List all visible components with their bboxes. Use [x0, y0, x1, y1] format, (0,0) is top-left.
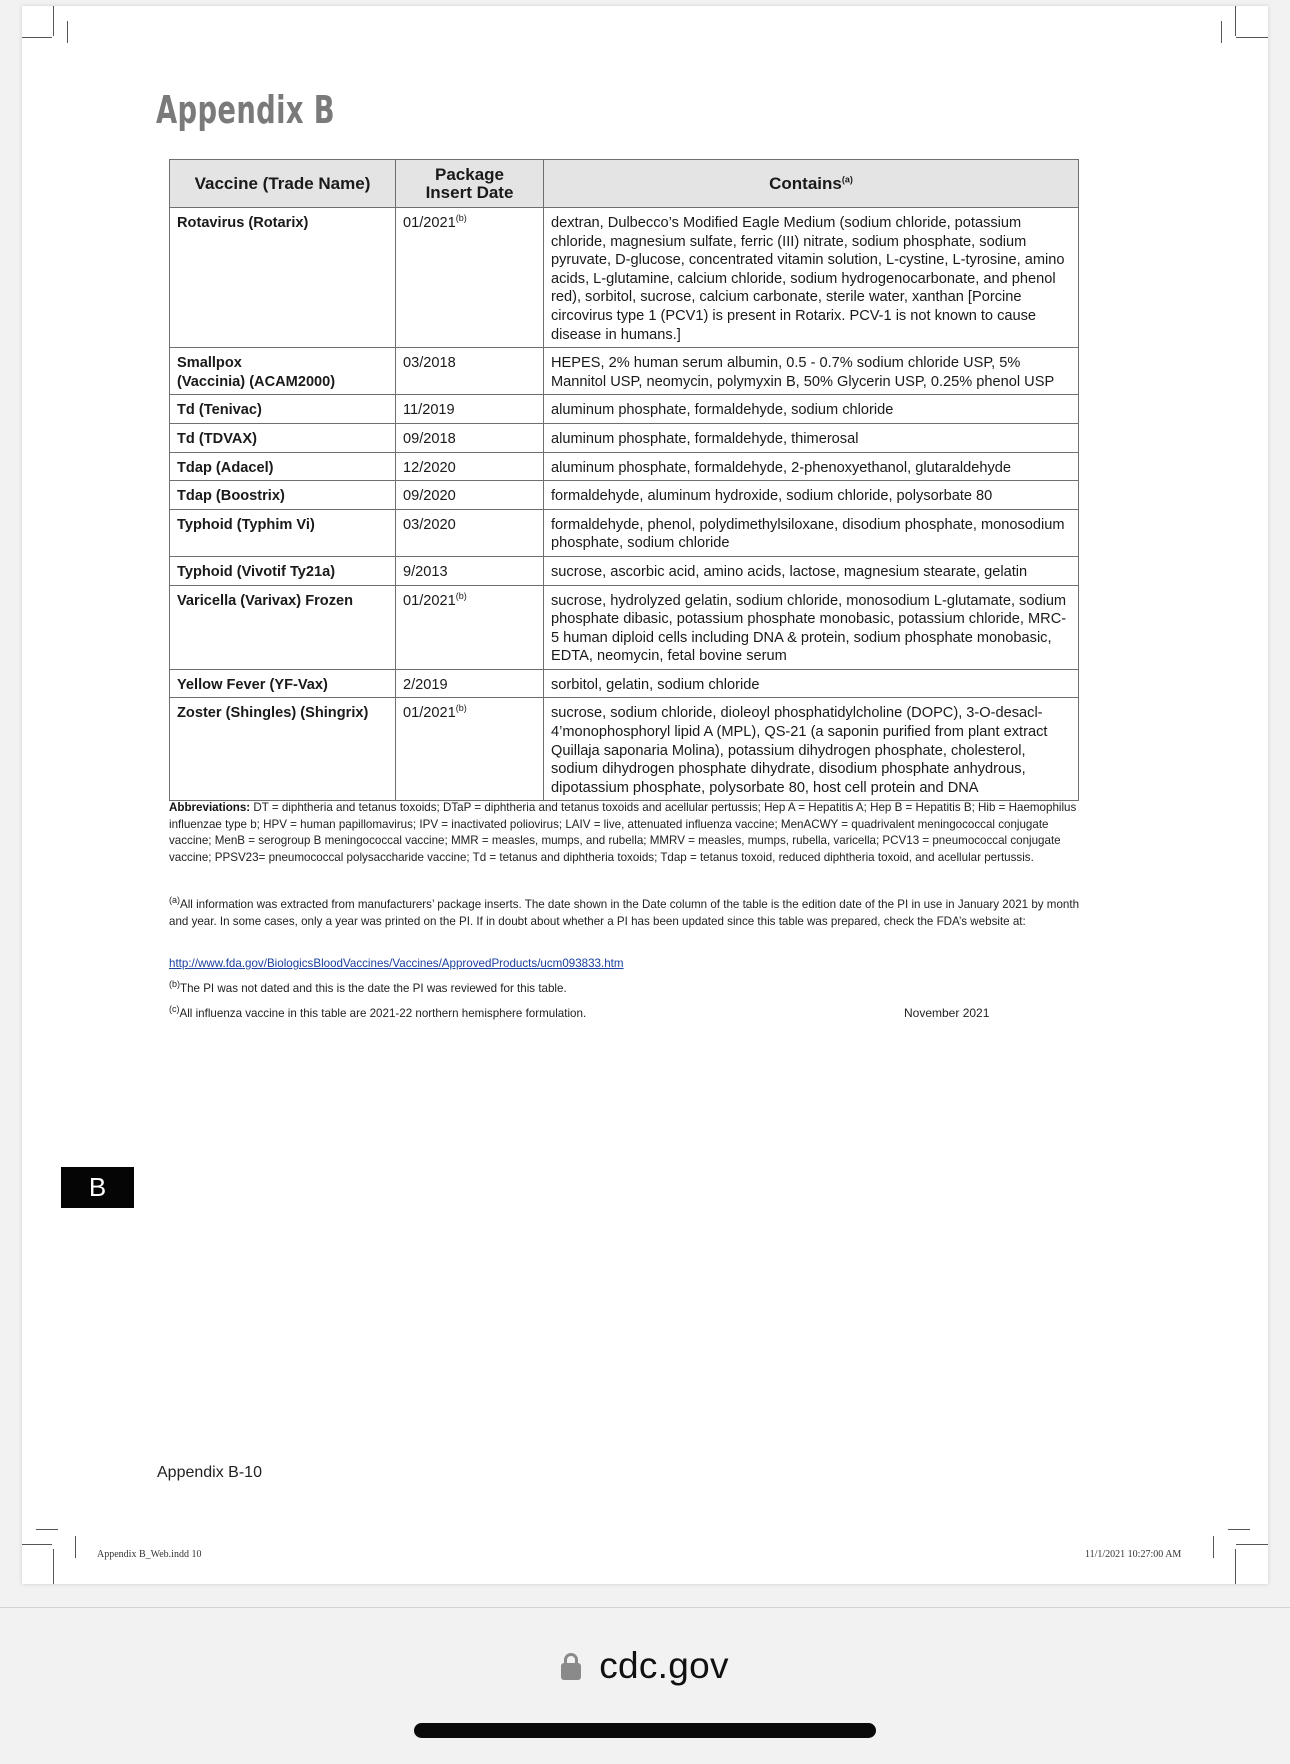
- abbreviations: Abbreviations: DT = diphtheria and tetanus toxoids; DTaP = diphtheria and tetanus toxoids and acellular pertussis; Hep A = Hepatitis A; Hep B = Hepatitis B; Hib = Haemophilus influenzae type b; HPV = human papillomavirus; IPV = inactivated poliovirus; LAIV = live, attenuated influenza vaccine; MenACWY = quadrivalent meningococcal conjugate vaccine; MenB = serogroup B meningococcal vaccine; MMR = measles, mumps, and rubella; MMRV = measles, mumps, rubella, varicella; PCV13 = pneumococcal conjugate vaccine; PPSV23= pneumococcal polysaccharide vaccine; Td = tetanus and diphtheria toxoids; Tdap = tetanus toxoid, reduced diphtheria toxoid, and acellular pertussis.: [169, 801, 1077, 864]
- crop-mark: [1236, 1544, 1268, 1545]
- insert-date: 12/2020: [396, 452, 544, 481]
- appendix-title: Appendix B: [156, 88, 335, 132]
- footnote-a: $^{(a)}$All information was extracted from manufacturers’ package inserts. The date shown in the Date column of the table is the edition date of the PI in use in January 2021 by month and year. In some cases, only a year was printed on the PI. If in doubt about whether a PI has been updated since this table was prepared, check the FDA’s website at:: [169, 895, 1080, 928]
- contains-text: HEPES, 2% human serum albumin, 0.5 - 0.7% sodium chloride USP, 5% Mannitol USP, neomycin, polymyxin B, 50% Glycerin USP, 0.25% phenol USP: [544, 348, 1079, 395]
- contains-text: aluminum phosphate, formaldehyde, sodium chloride: [544, 395, 1079, 424]
- insert-date: 01/2021$^{(b)}$: [396, 585, 544, 669]
- header-vaccine: Vaccine (Trade Name): [170, 160, 396, 208]
- insert-date: 2/2019: [396, 669, 544, 698]
- crop-mark: [1228, 1529, 1250, 1530]
- contains-text: formaldehyde, phenol, polydimethylsiloxane, disodium phosphate, monosodium phosphate, sodium chloride: [544, 509, 1079, 556]
- vaccine-name: Typhoid (Typhim Vi): [170, 509, 396, 556]
- fda-link-line: [169, 956, 1081, 973]
- revision-date: November 2021: [904, 1006, 990, 1020]
- vaccine-table: [169, 159, 1079, 801]
- footnote-b: $^{(b)}$The PI was not dated and this is the date the PI was reviewed for this table.: [169, 979, 567, 995]
- table-row: [170, 348, 1079, 395]
- fda-link[interactable]: http://www.fda.gov/BiologicsBloodVaccines/Vaccines/ApprovedProducts/ucm093833.htm: [169, 957, 624, 970]
- crop-mark: [1236, 37, 1268, 38]
- footnote-mark: (a): [169, 895, 180, 906]
- table-row: [170, 669, 1079, 698]
- print-slug-timestamp: 11/1/2021 10:27:00 AM: [1085, 1549, 1182, 1560]
- contains-text: sucrose, sodium chloride, dioleoyl phosphatidylcholine (DOPC), 3-O-desacl-4’monophosphoryl lipid A (MPL), QS-21 (a saponin purified from plant extract Quillaja saponaria Molina), potassium dihydrogen phosphate, cholesterol, sodium dihydrogen phosphate dihydrate, disodium phosphate anhydrous, dipotassium phosphate, polysorbate 80, host cell protein and DNA: [544, 698, 1079, 801]
- contains-text: sorbitol, gelatin, sodium chloride: [544, 669, 1079, 698]
- insert-date: 01/2021$^{(b)}$: [396, 698, 544, 801]
- crop-mark: [1235, 6, 1236, 36]
- vaccine-name: Varicella (Varivax) Frozen: [170, 585, 396, 669]
- crop-mark: [1235, 1549, 1236, 1584]
- crop-mark: [22, 1544, 52, 1545]
- crop-mark: [1213, 1536, 1214, 1558]
- header-date-line1: Package: [435, 164, 504, 184]
- table-row: [170, 698, 1079, 801]
- insert-date: 01/2021$^{(b)}$: [396, 208, 544, 348]
- insert-date: 09/2018: [396, 423, 544, 452]
- crop-mark: [1221, 21, 1222, 43]
- table-header-row: [170, 160, 1079, 208]
- insert-date: 03/2020: [396, 509, 544, 556]
- contains-text: aluminum phosphate, formaldehyde, thimerosal: [544, 423, 1079, 452]
- section-tab: B: [61, 1167, 134, 1208]
- vaccine-name: Tdap (Boostrix): [170, 481, 396, 510]
- crop-mark: [67, 21, 68, 43]
- table-row: [170, 556, 1079, 585]
- toolbar-divider: [0, 1607, 1290, 1608]
- print-slug-file: Appendix B_Web.indd 10: [97, 1549, 202, 1560]
- vaccine-name: Td (Tenivac): [170, 395, 396, 424]
- vaccine-name: Td (TDVAX): [170, 423, 396, 452]
- contains-text: dextran, Dulbecco’s Modified Eagle Medium (sodium chloride, potassium chloride, magnesium sulfate, ferric (III) nitrate, sodium phosphate, sodium pyruvate, D-glucose, concentrated vitamin solution, L-cystine, L-tyrosine, amino acids, L-glutamine, calcium chloride, sodium hydrogenocarbonate, and phenol red), sorbitol, sucrose, calcium carbonate, sterile water, xanthan [Porcine circovirus type 1 (PCV1) is present in Rotarix. PCV-1 is not known to cause disease in humans.]: [544, 208, 1079, 348]
- vaccine-name: Typhoid (Vivotif Ty21a): [170, 556, 396, 585]
- header-contains-label: Contains: [769, 173, 842, 193]
- insert-date: 09/2020: [396, 481, 544, 510]
- contains-text: sucrose, hydrolyzed gelatin, sodium chloride, monosodium L-glutamate, sodium phosphate dibasic, potassium phosphate monobasic, potassium chloride, MRC-5 human diploid cells including DNA & protein, sodium phosphate monobasic, EDTA, neomycin, fetal bovine serum: [544, 585, 1079, 669]
- footnote-mark: (b): [455, 213, 467, 224]
- lock-icon: [561, 1651, 581, 1681]
- table-row: [170, 208, 1079, 348]
- crop-mark: [53, 6, 54, 36]
- header-contains: [544, 160, 1079, 208]
- table-row: [170, 423, 1079, 452]
- footnote-c: $^{(c)}$All influenza vaccine in this table are 2021-22 northern hemisphere formulation.: [169, 1004, 587, 1020]
- header-insert-date: [396, 160, 544, 208]
- crop-mark: [75, 1536, 76, 1558]
- crop-mark: [22, 37, 52, 38]
- table-row: [170, 395, 1079, 424]
- table-row: [170, 509, 1079, 556]
- footnote-mark: (c): [169, 1004, 180, 1015]
- header-date-line2: Insert Date: [425, 182, 514, 202]
- footnote-mark: (b): [455, 590, 467, 601]
- vaccine-name: Rotavirus (Rotarix): [170, 208, 396, 348]
- contains-text: formaldehyde, aluminum hydroxide, sodium chloride, polysorbate 80: [544, 481, 1079, 510]
- vaccine-name: Tdap (Adacel): [170, 452, 396, 481]
- table-row: [170, 481, 1079, 510]
- crop-mark: [53, 1549, 54, 1584]
- contains-text: aluminum phosphate, formaldehyde, 2-phenoxyethanol, glutaraldehyde: [544, 452, 1079, 481]
- page-number: Appendix B-10: [157, 1464, 262, 1481]
- crop-mark: [36, 1529, 58, 1530]
- footnote-mark: (a): [841, 173, 853, 184]
- vaccine-name: Yellow Fever (YF-Vax): [170, 669, 396, 698]
- table-row: [170, 585, 1079, 669]
- insert-date: 9/2013: [396, 556, 544, 585]
- site-domain[interactable]: cdc.gov: [599, 1645, 729, 1686]
- insert-date: 03/2018: [396, 348, 544, 395]
- insert-date: 11/2019: [396, 395, 544, 424]
- table-row: [170, 452, 1079, 481]
- footnote-mark: (b): [455, 703, 467, 714]
- vaccine-name: Zoster (Shingles) (Shingrix): [170, 698, 396, 801]
- contains-text: sucrose, ascorbic acid, amino acids, lactose, magnesium stearate, gelatin: [544, 556, 1079, 585]
- home-indicator[interactable]: [414, 1723, 876, 1738]
- footnote-mark: (b): [169, 979, 180, 990]
- vaccine-name: Smallpox (Vaccinia) (ACAM2000): [170, 348, 396, 395]
- address-bar[interactable]: [0, 1640, 1290, 1692]
